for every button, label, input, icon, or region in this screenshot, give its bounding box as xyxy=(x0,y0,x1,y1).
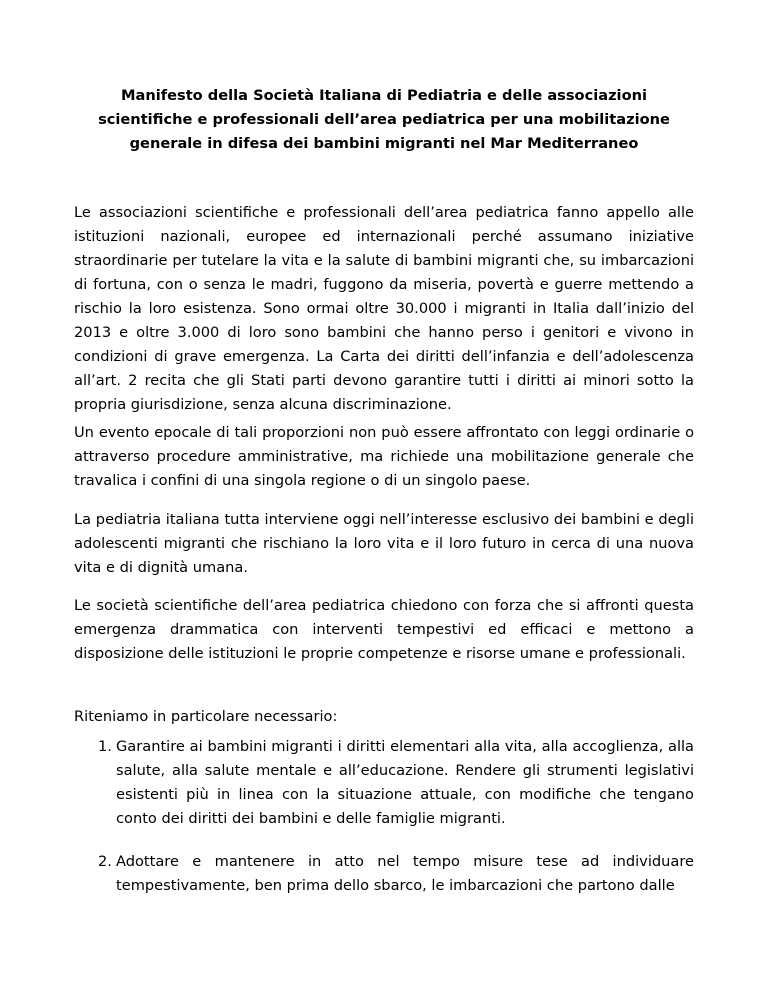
list-item-number: 2. xyxy=(98,853,112,870)
list-item-text: Adottare e mantenere in atto nel tempo misure tese ad individuare tempestivamente, ben prima dello sbarco, le imbarcazioni che partono dalle xyxy=(116,853,694,894)
paragraph-epochal-event: Un evento epocale di tali proporzioni non può essere affrontato con leggi ordinarie o attraverso procedure amministrative, ma richiede una mobilitazione generale che travalica i confini di una singola regione o di un singolo paese. xyxy=(74,424,694,489)
document-title: Manifesto della Società Italiana di Pediatria e delle associazioni scientifiche e professionali dell’area pediatrica per una mobilitazione generale in difesa dei bambini migranti nel Mar Mediterraneo xyxy=(98,87,670,152)
list-item-text: Garantire ai bambini migranti i diritti elementari alla vita, alla accoglienza, alla salute, alla salute mentale e all’educazione. Rendere gli strumenti legislativi esistenti più in linea con la situazione attuale, con modifiche che tengano conto dei diritti dei bambini e delle famiglie migranti. xyxy=(116,738,694,827)
paragraph-italian-pediatrics: La pediatria italiana tutta interviene oggi nell’interesse esclusivo dei bambini e degli adolescenti migranti che rischiano la loro vita e il loro futuro in cerca di una nuova vita e di dignità umana. xyxy=(74,511,694,576)
paragraph-scientific-societies: Le società scientifiche dell’area pediatrica chiedono con forza che si affronti questa emergenza drammatica con interventi tempestivi ed efficaci e mettono a disposizione delle istituzioni le proprie competenze e risorse umane e professionali. xyxy=(74,597,694,662)
paragraph-appeal: Le associazioni scientifiche e professionali dell’area pediatrica fanno appello alle istituzioni nazionali, europee ed internazionali perché assumano iniziative straordinarie per tutelare la vita e la salute di bambini migranti che, su imbarcazioni di fortuna, con o senza le madri, fuggono da miseria, povertà e guerre mettendo a rischio la loro esistenza. Sono ormai oltre 30.000 i migranti in Italia dall’inizio del 2013 e oltre 3.000 di loro sono bambini che hanno perso i genitori e vivono in condizioni di grave emergenza. La Carta dei diritti dell’infanzia e dell’adolescenza all’art. 2 recita che gli Stati parti devono garantire tutti i diritti ai minori sotto la propria giurisdizione, senza alcuna discriminazione. xyxy=(74,204,694,413)
paragraph-list-intro: Riteniamo in particolare necessario: xyxy=(74,708,338,725)
list-item-number: 1. xyxy=(98,738,112,755)
